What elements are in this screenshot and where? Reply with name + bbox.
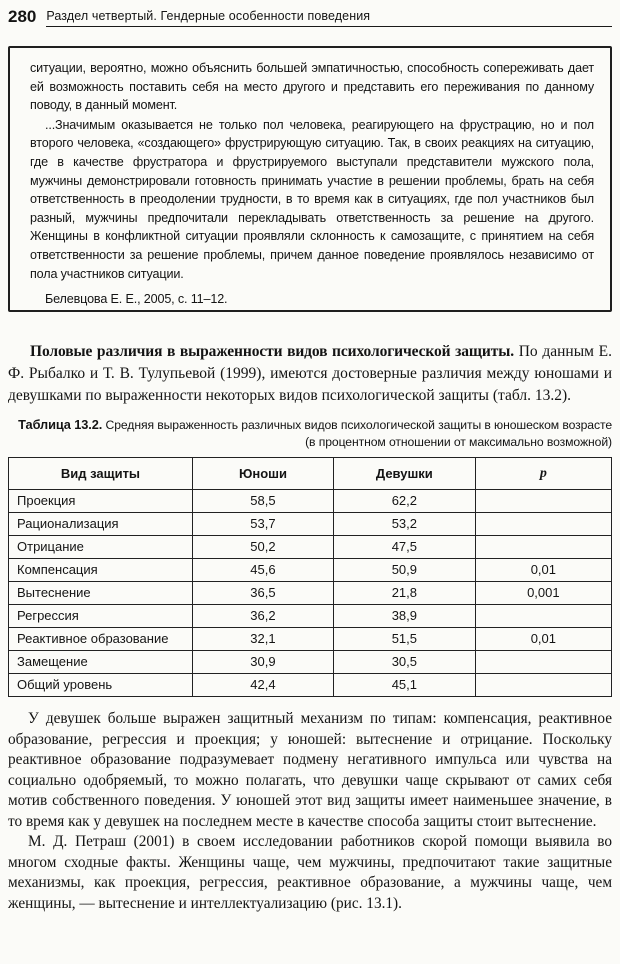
table-body <box>9 490 612 697</box>
cell-defense-type: Реактивное образование <box>9 628 193 651</box>
cell-defense-type: Отрицание <box>9 536 193 559</box>
cell-boys: 36,2 <box>192 605 333 628</box>
table-row <box>9 490 612 513</box>
table-row <box>9 605 612 628</box>
table-header-row <box>9 458 612 490</box>
running-title: Раздел четвертый. Гендерные особенности поведения <box>46 10 612 28</box>
cell-boys: 42,4 <box>192 674 333 697</box>
cell-girls: 53,2 <box>334 513 476 536</box>
table-row <box>9 513 612 536</box>
cell-girls: 30,5 <box>334 651 476 674</box>
cell-p <box>475 536 611 559</box>
column-header-defense-type: Вид защиты <box>9 458 193 490</box>
lead-paragraph <box>8 341 612 407</box>
quote-attribution: Белевцова Е. Е., 2005, с. 11–12. <box>45 292 228 307</box>
lead-paragraph-text: По данным Е. Ф. Рыбалко и Т. В. Тулупьевой (1999), имеются достоверные различия между юношами и девушками по выраженности некоторых видов психологической защиты (табл. 13.2). <box>8 343 612 404</box>
cell-p: 0,01 <box>475 628 611 651</box>
table-row <box>9 628 612 651</box>
defense-types-table <box>8 457 612 697</box>
page-header <box>8 8 612 27</box>
cell-girls: 47,5 <box>334 536 476 559</box>
cell-boys: 30,9 <box>192 651 333 674</box>
body-paragraph-1: У девушек больше выражен защитный механизм по типам: компенсация, реактивное образование, регрессия и проекция; у юношей: вытеснение и отрицание. Поскольку реактивное образование подразумевает подмену негативного импульса или чувства на социально одобряемый, то можно полагать, что девушки чаще скрывают от самих себя мотив собственного поведения. У юношей этот вид защиты имеет наименьшее значение, в то время как у девушек на последнем месте в качестве способа защиты стоит вытеснение. <box>8 710 612 830</box>
cell-girls: 45,1 <box>334 674 476 697</box>
table-caption-title: Средняя выраженность различных видов психологической защиты в юношеском возрасте <box>105 418 612 432</box>
cell-girls: 21,8 <box>334 582 476 605</box>
table-caption <box>8 416 612 451</box>
cell-girls: 51,5 <box>334 628 476 651</box>
cell-boys: 45,6 <box>192 559 333 582</box>
cell-girls: 50,9 <box>334 559 476 582</box>
table-row <box>9 559 612 582</box>
lead-paragraph-heading: Половые различия в выраженности видов психологической защиты. <box>30 343 515 360</box>
cell-defense-type: Проекция <box>9 490 193 513</box>
cell-boys: 36,5 <box>192 582 333 605</box>
cell-defense-type: Компенсация <box>9 559 193 582</box>
cell-p <box>475 513 611 536</box>
column-header-girls: Девушки <box>334 458 476 490</box>
column-header-p: p <box>475 458 611 490</box>
cell-p <box>475 490 611 513</box>
table-row <box>9 536 612 559</box>
cell-defense-type: Рационализация <box>9 513 193 536</box>
cell-p: 0,01 <box>475 559 611 582</box>
cell-girls: 62,2 <box>334 490 476 513</box>
cell-boys: 50,2 <box>192 536 333 559</box>
body-text <box>8 709 612 914</box>
body-paragraph-2: М. Д. Петраш (2001) в своем исследовании работников скорой помощи выявила во многом сходные факты. Женщины чаще, чем мужчины, предпочитают такие защитные механизмы, как проекция, регрессия, реактивное образование, а мужчины чаще, чем женщины, — вытеснение и интеллектуализацию (рис. 13.1). <box>8 833 612 912</box>
cell-boys: 53,7 <box>192 513 333 536</box>
table-header <box>9 458 612 490</box>
table-caption-number: Таблица 13.2. <box>18 417 103 432</box>
cell-defense-type: Вытеснение <box>9 582 193 605</box>
table-row <box>9 651 612 674</box>
column-header-boys: Юноши <box>192 458 333 490</box>
cell-p: 0,001 <box>475 582 611 605</box>
quote-paragraph-2: ...Значимым оказывается не только пол человека, реагирующего на фрустрацию, но и пол второго человека, «создающего» фрустрирующую ситуацию. Так, в своих реакциях на ситуацию, где в качестве фрустратора и фрустрируемого выступали представители мужского пола, мужчины демонстрировали готовность принимать участие в решении проблемы, брать на себя ответственность в преодолении трудности, в то время как в ситуациях, где пол участников был разный, мужчины предпочитали перекладывать ответственность за решение на другого. Женщины в конфликтной ситуации проявляли склонность к самозащите, с принятием на себя ответственности за решение проблемы, причем данное поведение проявлялось независимо от пола участников ситуации. <box>30 117 594 281</box>
table-row <box>9 674 612 697</box>
page-number: 280 <box>8 7 37 26</box>
cell-defense-type: Общий уровень <box>9 674 193 697</box>
cell-p <box>475 674 611 697</box>
quote-box <box>8 46 612 312</box>
cell-boys: 58,5 <box>192 490 333 513</box>
table-row <box>9 582 612 605</box>
table-caption-note: (в процентном отношении от максимально возможной) <box>305 435 612 449</box>
cell-boys: 32,1 <box>192 628 333 651</box>
cell-defense-type: Регрессия <box>9 605 193 628</box>
cell-defense-type: Замещение <box>9 651 193 674</box>
cell-p <box>475 651 611 674</box>
cell-girls: 38,9 <box>334 605 476 628</box>
cell-p <box>475 605 611 628</box>
table-caption-line1 <box>8 416 612 434</box>
quote-paragraph-1: ситуации, вероятно, можно объяснить большей эмпатичностью, способность сопереживать дает ей возможность поставить себя на место другого и представить его переживания по данному поводу, в данный момент. <box>30 61 594 113</box>
